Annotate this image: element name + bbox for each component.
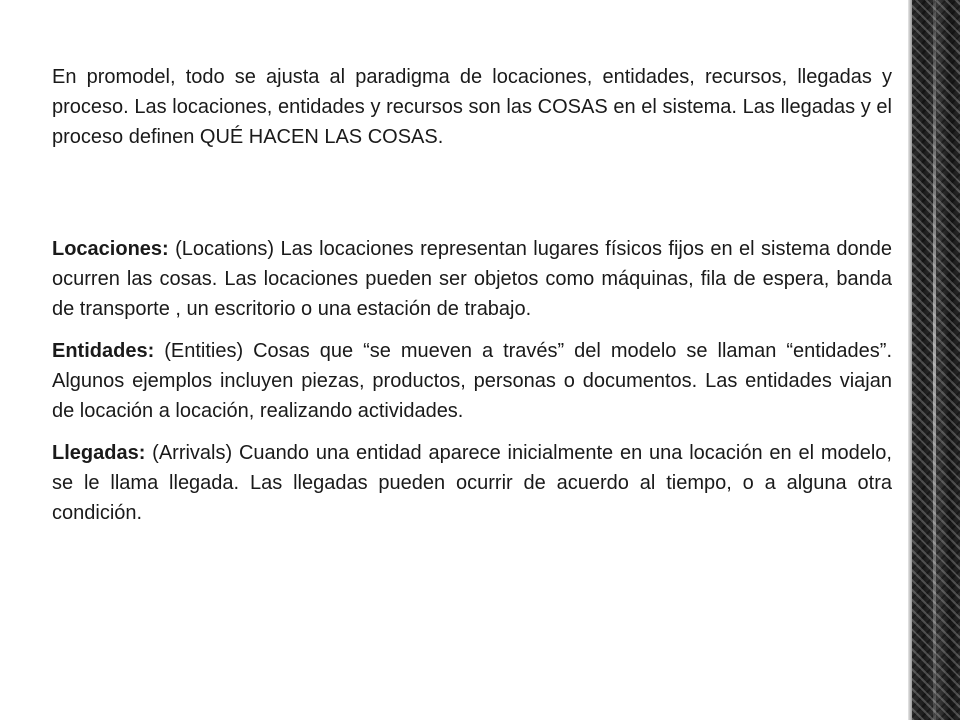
definition-locaciones-text: (Locations) Las locaciones representan lugares físicos fijos en el sistema donde ocurren las cosas. Las locaciones pueden ser objetos como máquinas, fila de espera, banda de transporte , un escritorio o una estación de trabajo. [52, 238, 892, 320]
definition-entidades-text: (Entities) Cosas que “se mueven a través” del modelo se llaman “entidades”. Algunos ejemplos incluyen piezas, productos, personas o documentos. Las entidades viajan de locación a locación, realizando actividades. [52, 340, 892, 422]
term-locaciones: Locaciones: [52, 238, 169, 260]
decorative-edge-highlight [933, 0, 936, 720]
term-llegadas: Llegadas: [52, 442, 146, 464]
definition-llegadas-text: (Arrivals) Cuando una entidad aparece inicialmente en una locación en el modelo, se le llama llegada. Las llegadas pueden ocurrir de acuerdo al tiempo, o a alguna otra condición. [52, 442, 892, 524]
decorative-textured-edge [912, 0, 960, 720]
slide-content [52, 62, 892, 540]
definition-llegadas [52, 438, 892, 528]
intro-paragraph: En promodel, todo se ajusta al paradigma de locaciones, entidades, recursos, llegadas y proceso. Las locaciones, entidades y recursos son las COSAS en el sistema. Las llegadas y el proceso definen QUÉ HACEN LAS COSAS. [52, 66, 892, 148]
term-entidades: Entidades: [52, 340, 155, 362]
definition-locaciones [52, 234, 892, 324]
definition-entidades [52, 336, 892, 426]
